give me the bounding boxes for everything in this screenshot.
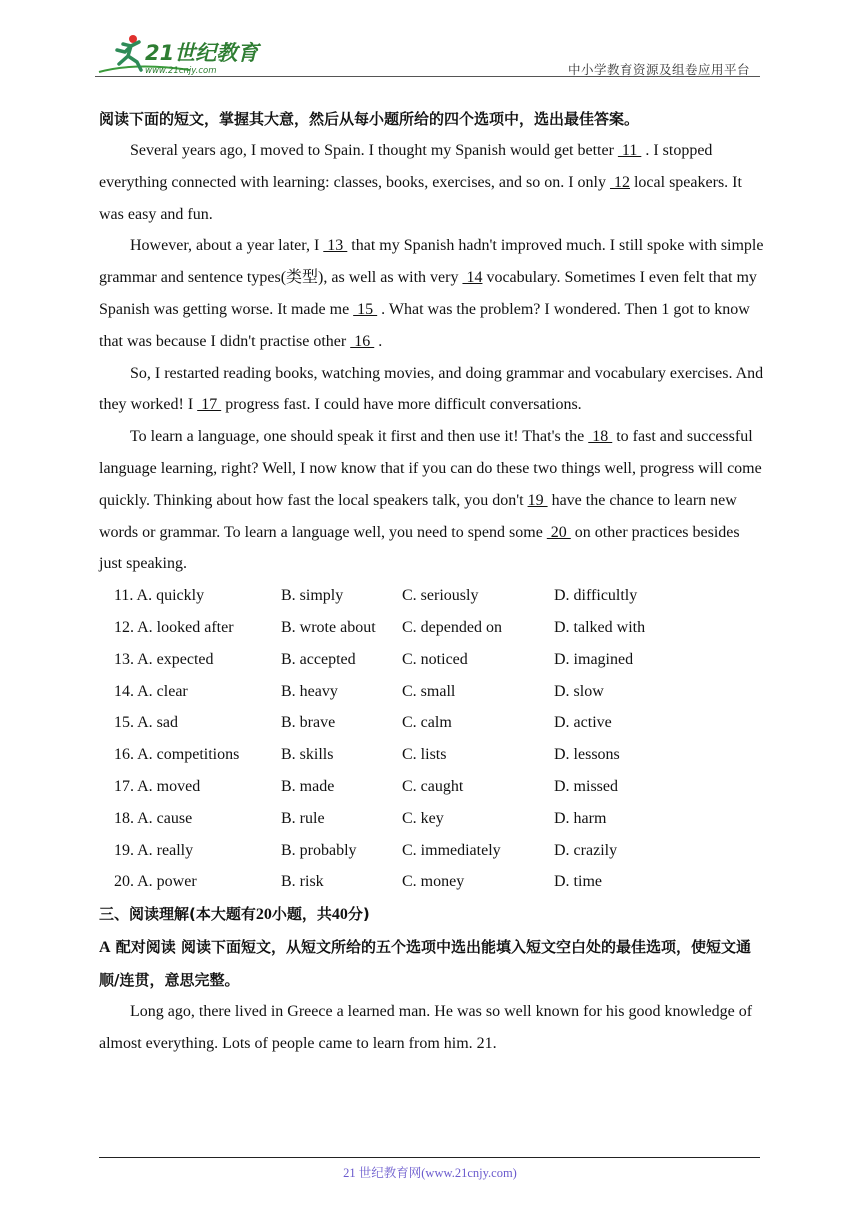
blank-20: 20 [546,523,571,541]
option-a: 20. A. power [114,873,197,891]
text-span: have the chance to learn new words or grammar. To learn a language well, you need to spend some [99,491,737,541]
logo-21cnjy [95,32,265,76]
passage-a-paragraph: Long ago, there lived in Greece a learned man. He was so well known for his good knowledge of almost everything. Lots of people came to learn from him. 21. [99,1003,753,1052]
option-a: 14. A. clear [114,682,188,700]
option-a: 15. A. sad [114,714,178,732]
question-row-12 [99,612,764,644]
passage-paragraph-4 [99,421,764,580]
option-c: C. calm [402,714,452,732]
text-span: vocabulary. Sometimes I even felt that my Spanish was getting worse. It made me [99,269,757,318]
question-count: 20 [255,906,272,924]
option-a: 19. A. really [114,841,194,859]
svg-text:21世纪教育: 21世纪教育 [145,41,259,65]
option-d: D. missed [554,777,618,795]
option-a: 12. A. looked after [114,618,234,636]
option-d: D. time [554,873,602,891]
option-b: B. probably [281,841,357,859]
blank-12: 12 [609,173,630,191]
option-b: B. heavy [281,682,338,700]
text-span: 小题，共 [271,905,332,924]
option-c: C. small [402,682,456,700]
blank-13: 13 [323,237,348,255]
text-span: that my Spanish hadn't improved much. I still spoke with simple grammar and sentence types(类型), as well as with very [99,237,764,287]
question-row-19 [99,835,764,867]
question-row-20 [99,866,764,898]
passage-paragraph-2 [99,230,764,357]
option-d: D. difficultly [554,587,638,605]
text-span: To learn a language, one should speak it first and then use it! That's the [130,428,589,446]
text-span: to fast and successful language learning, right? Well, I now know that if you can do these two things well, progress will come quickly. Thinking about how fast the local speakers talk, you don't [99,428,762,509]
score-total: 40 [331,906,348,924]
svg-text:www.21cnjy.com: www.21cnjy.com [145,66,217,76]
blank-11: 11 [617,142,642,159]
text-span: 分) [347,905,370,924]
option-c: C. caught [402,777,464,795]
option-b: B. accepted [281,650,356,668]
passage-paragraph-3 [99,358,764,422]
option-d: D. imagined [554,650,634,668]
question-row-17 [99,771,764,803]
question-row-15 [99,707,764,739]
option-d: D. crazily [554,841,618,859]
option-b: B. made [281,777,335,795]
option-a: 17. A. moved [114,777,201,795]
header-divider [95,76,760,77]
text-span: Several years ago, I moved to Spain. I thought my Spanish would get better [130,142,618,159]
option-b: B. brave [281,714,336,732]
option-d: D. lessons [554,746,620,764]
option-d: D. slow [554,682,604,700]
option-a: 16. A. competitions [114,746,240,764]
text-span: So, I restarted reading books, watching movies, and doing grammar and vocabulary exercises. And they worked! I [99,364,764,414]
text-span: However, about a year later, I [130,237,324,255]
text-span: local speakers. It was easy and fun. [99,173,742,223]
text-span: . I stopped everything connected with learning: classes, books, exercises, and so on. I only [99,142,713,191]
text-span: . [374,332,383,350]
question-row-16 [99,739,764,771]
question-row-13 [99,644,764,676]
section-a-instruction [99,931,764,996]
option-d: D. talked with [554,618,646,636]
text-span: . What was the problem? I wondered. Then 1 got to know that was because I didn't practise other [99,300,750,350]
option-d: D. active [554,714,612,732]
option-b: B. rule [281,809,325,827]
platform-name: 中小学教育资源及组卷应用平台 [567,62,750,77]
blank-17: 17 [197,396,222,414]
blank-19: 19 [527,491,548,509]
option-a: 13. A. expected [114,650,214,668]
option-b: B. simply [281,587,344,605]
text-span: 配对阅读 阅读下面短文，从短文所给的五个选项中选出能填入短文空白处的最佳选项，使短文通顺/连贯，意思完整。 [99,938,752,990]
option-b: B. wrote about [281,618,376,636]
option-b: B. risk [281,873,324,891]
footer-divider [99,1157,760,1158]
option-b: B. skills [281,746,334,764]
question-row-18 [99,803,764,835]
question-row-11 [99,580,764,612]
section-label: A [99,939,111,957]
option-c: C. depended on [402,618,502,636]
blank-14: 14 [462,269,483,287]
document-body [99,103,764,1060]
blank-15: 15 [353,300,378,318]
page-footer: 21 世纪教育网(www.21cnjy.com) [343,1166,517,1180]
text-span: progress fast. I could have more difficult conversations. [221,396,582,414]
instruction: 阅读下面的短文，掌握其大意，然后从每小题所给的四个选项中，选出最佳答案。 [99,110,640,128]
blank-18: 18 [588,428,613,446]
option-c: C. noticed [402,650,468,668]
option-c: C. key [402,809,444,827]
page-header [95,30,760,78]
option-c: C. money [402,873,465,891]
option-a: 11. A. quickly [114,587,205,605]
section-3-heading [99,898,764,931]
blank-16: 16 [350,332,375,350]
option-a: 18. A. cause [114,809,193,827]
question-row-14 [99,676,764,708]
text-span: on other practices besides just speaking. [99,523,740,573]
option-c: C. immediately [402,841,501,859]
option-c: C. seriously [402,587,479,605]
text-span: 三、阅读理解(本大题有 [99,905,256,924]
option-d: D. harm [554,809,607,827]
option-c: C. lists [402,746,447,764]
passage-paragraph-1 [99,135,764,230]
question-options [99,580,764,898]
